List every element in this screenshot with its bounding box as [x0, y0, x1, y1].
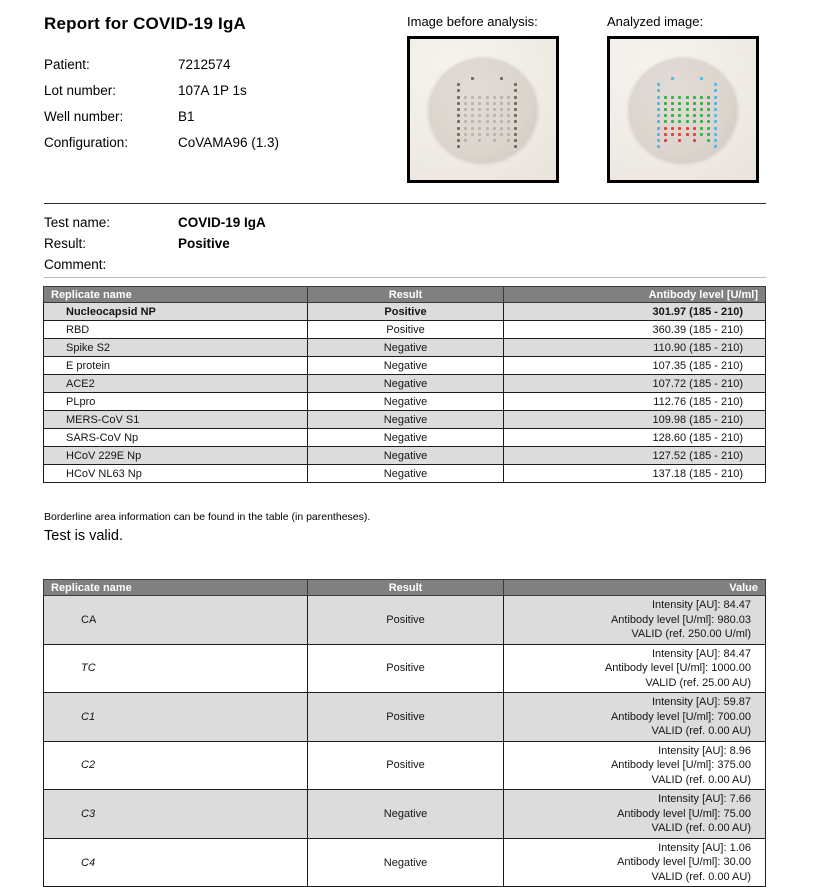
test-summary-value — [178, 257, 266, 278]
array-spot — [714, 133, 717, 136]
test-summary-row — [44, 215, 266, 236]
antibody-level: 109.98 (185 - 210) — [504, 411, 766, 429]
array-spot — [457, 145, 460, 148]
array-spot — [714, 102, 717, 105]
antibody-level: 128.60 (185 - 210) — [504, 429, 766, 447]
replicate-name: MERS-CoV S1 — [44, 411, 308, 429]
table-row — [44, 411, 766, 429]
array-spot — [657, 139, 660, 142]
metadata-row — [44, 109, 279, 135]
array-spot — [693, 114, 696, 117]
array-spot — [686, 96, 689, 99]
controls-table — [43, 579, 766, 887]
control-value — [504, 838, 766, 887]
array-spot — [457, 127, 460, 130]
replicate-result: Positive — [308, 303, 504, 321]
control-value — [504, 596, 766, 645]
array-spot — [464, 102, 467, 105]
metadata-row — [44, 57, 279, 83]
array-spot — [478, 120, 481, 123]
image-before-analysis-caption: Image before analysis: — [407, 14, 538, 29]
array-spot — [486, 114, 489, 117]
array-spot — [471, 120, 474, 123]
array-spot — [464, 133, 467, 136]
controls-header-result: Result — [308, 580, 504, 596]
array-spot — [514, 89, 517, 92]
replicate-result: Negative — [308, 339, 504, 357]
array-spot — [514, 114, 517, 117]
array-spot — [478, 108, 481, 111]
array-spot — [707, 114, 710, 117]
array-spot — [500, 96, 503, 99]
array-spot — [464, 127, 467, 130]
array-spot — [664, 139, 667, 142]
antibody-level: 301.97 (185 - 210) — [504, 303, 766, 321]
array-spot — [471, 102, 474, 105]
table-row — [44, 393, 766, 411]
array-spot — [707, 139, 710, 142]
array-spot — [514, 96, 517, 99]
antibody-level: 137.18 (185 - 210) — [504, 465, 766, 483]
array-spot — [700, 102, 703, 105]
array-spot — [678, 96, 681, 99]
analyzed-image-caption: Analyzed image: — [607, 14, 704, 29]
test-summary-row — [44, 236, 266, 257]
array-spot — [514, 83, 517, 86]
array-spot — [493, 120, 496, 123]
array-spot — [664, 127, 667, 130]
array-spot — [500, 102, 503, 105]
test-summary-row — [44, 257, 266, 278]
control-validity: VALID (ref. 0.00 AU) — [651, 822, 751, 835]
array-spot — [678, 133, 681, 136]
antibody-level: 107.72 (185 - 210) — [504, 375, 766, 393]
array-spot — [671, 96, 674, 99]
array-spot — [464, 108, 467, 111]
array-spot — [700, 96, 703, 99]
array-spot — [507, 133, 510, 136]
array-spot — [686, 102, 689, 105]
table-row — [44, 741, 766, 790]
control-name: TC — [44, 644, 308, 693]
array-spot — [514, 108, 517, 111]
well-disc-after — [629, 58, 737, 162]
array-spot — [457, 139, 460, 142]
control-validity: VALID (ref. 250.00 U/ml) — [631, 628, 751, 641]
array-spot — [657, 114, 660, 117]
array-spot — [693, 96, 696, 99]
array-spot — [493, 114, 496, 117]
array-spot — [671, 120, 674, 123]
replicate-name: SARS-CoV Np — [44, 429, 308, 447]
array-spot — [478, 102, 481, 105]
array-spot — [507, 127, 510, 130]
replicate-result: Negative — [308, 447, 504, 465]
antibody-level: 110.90 (185 - 210) — [504, 339, 766, 357]
array-spot — [700, 127, 703, 130]
array-spot — [686, 108, 689, 111]
control-intensity: Intensity [AU]: 8.96 — [658, 744, 751, 757]
divider-top — [44, 203, 766, 204]
array-spot — [664, 96, 667, 99]
array-spot — [686, 127, 689, 130]
replicate-name: PLpro — [44, 393, 308, 411]
metadata-value: B1 — [178, 109, 195, 124]
controls-table-header-row — [44, 580, 766, 596]
replicate-name: HCoV NL63 Np — [44, 465, 308, 483]
replicate-result: Negative — [308, 465, 504, 483]
array-spot — [464, 114, 467, 117]
array-spot — [707, 102, 710, 105]
array-spot — [671, 133, 674, 136]
control-value — [504, 644, 766, 693]
replicate-result: Negative — [308, 357, 504, 375]
results-table-header-row — [44, 287, 766, 303]
array-spot — [478, 127, 481, 130]
replicate-name: Nucleocapsid NP — [44, 303, 308, 321]
metadata-value: 107A 1P 1s — [178, 83, 247, 98]
control-validity: VALID (ref. 0.00 AU) — [651, 725, 751, 738]
patient-metadata — [44, 57, 279, 161]
validity-note: Test is valid. — [44, 528, 123, 544]
control-antibody-level: Antibody level [U/ml]: 75.00 — [617, 807, 751, 820]
array-spot — [500, 133, 503, 136]
array-spot — [657, 133, 660, 136]
array-spot — [514, 120, 517, 123]
replicate-name: RBD — [44, 321, 308, 339]
array-spot — [714, 145, 717, 148]
antibody-level: 360.39 (185 - 210) — [504, 321, 766, 339]
array-spot — [664, 120, 667, 123]
array-spot — [671, 77, 674, 80]
array-spot — [714, 120, 717, 123]
control-antibody-level: Antibody level [U/ml]: 375.00 — [610, 759, 751, 772]
control-name: CA — [44, 596, 308, 645]
control-intensity: Intensity [AU]: 7.66 — [658, 793, 751, 806]
array-spot — [686, 114, 689, 117]
array-spot — [514, 133, 517, 136]
table-row — [44, 357, 766, 375]
array-spot — [714, 83, 717, 86]
table-row — [44, 790, 766, 839]
replicate-result: Positive — [308, 321, 504, 339]
table-row — [44, 375, 766, 393]
array-spot — [686, 120, 689, 123]
array-spot — [700, 114, 703, 117]
replicate-name: Spike S2 — [44, 339, 308, 357]
array-spot — [707, 108, 710, 111]
array-spot — [657, 127, 660, 130]
array-spot — [457, 114, 460, 117]
test-summary-label: Comment: — [44, 257, 107, 272]
metadata-label: Configuration: — [44, 135, 129, 150]
controls-header-value: Value — [504, 580, 766, 596]
array-spot — [700, 77, 703, 80]
control-name: C4 — [44, 838, 308, 887]
array-spot — [507, 96, 510, 99]
array-spot — [507, 120, 510, 123]
results-header-result: Result — [308, 287, 504, 303]
array-spot — [507, 108, 510, 111]
control-antibody-level: Antibody level [U/ml]: 700.00 — [610, 710, 751, 723]
array-spot — [457, 133, 460, 136]
array-spot — [486, 108, 489, 111]
array-spot — [500, 77, 503, 80]
array-spot — [471, 77, 474, 80]
array-spot — [471, 127, 474, 130]
array-spot — [671, 127, 674, 130]
test-summary — [44, 215, 266, 278]
array-spot — [486, 120, 489, 123]
table-row — [44, 693, 766, 742]
analyzed-image-block — [607, 14, 759, 183]
control-result: Positive — [308, 596, 504, 645]
results-header-antibody-level: Antibody level [U/ml] — [504, 287, 766, 303]
results-table — [43, 286, 766, 483]
array-spot — [678, 102, 681, 105]
table-row — [44, 596, 766, 645]
array-spot — [486, 127, 489, 130]
control-value — [504, 790, 766, 839]
array-spot — [693, 127, 696, 130]
array-spot — [514, 102, 517, 105]
array-spot — [507, 114, 510, 117]
table-row — [44, 644, 766, 693]
control-antibody-level: Antibody level [U/ml]: 30.00 — [617, 856, 751, 869]
array-spot — [657, 145, 660, 148]
results-header-replicate-name: Replicate name — [44, 287, 308, 303]
array-spot — [657, 120, 660, 123]
control-intensity: Intensity [AU]: 84.47 — [651, 647, 751, 660]
array-spot — [664, 114, 667, 117]
controls-header-replicate-name: Replicate name — [44, 580, 308, 596]
control-validity: VALID (ref. 0.00 AU) — [651, 773, 751, 786]
array-spot — [514, 145, 517, 148]
antibody-level: 112.76 (185 - 210) — [504, 393, 766, 411]
replicate-name: E protein — [44, 357, 308, 375]
table-row — [44, 447, 766, 465]
control-validity: VALID (ref. 0.00 AU) — [651, 870, 751, 883]
array-spot — [707, 133, 710, 136]
array-spot — [493, 102, 496, 105]
array-spot — [471, 114, 474, 117]
array-spot — [707, 127, 710, 130]
table-row — [44, 838, 766, 887]
replicate-name: ACE2 — [44, 375, 308, 393]
control-value — [504, 693, 766, 742]
array-spot — [464, 96, 467, 99]
control-intensity: Intensity [AU]: 84.47 — [651, 599, 751, 611]
well-image-analyzed — [607, 36, 759, 183]
array-spot — [486, 102, 489, 105]
table-row — [44, 339, 766, 357]
control-result: Positive — [308, 644, 504, 693]
array-spot — [693, 139, 696, 142]
test-summary-value: COVID-19 IgA — [178, 215, 266, 230]
control-result: Positive — [308, 741, 504, 790]
well-disc-before — [429, 58, 537, 162]
array-spot — [507, 139, 510, 142]
array-spot — [457, 83, 460, 86]
array-spot — [471, 108, 474, 111]
array-spot — [657, 96, 660, 99]
array-spot — [457, 108, 460, 111]
table-row — [44, 303, 766, 321]
array-spot — [714, 139, 717, 142]
array-spot — [671, 102, 674, 105]
array-spot — [700, 133, 703, 136]
table-row — [44, 321, 766, 339]
array-spot — [478, 96, 481, 99]
array-spot — [457, 120, 460, 123]
control-name: C1 — [44, 693, 308, 742]
control-result: Negative — [308, 790, 504, 839]
array-spot — [500, 127, 503, 130]
borderline-note: Borderline area information can be found in the table (in parentheses). — [44, 511, 371, 523]
array-spot — [664, 102, 667, 105]
array-spot — [657, 102, 660, 105]
control-antibody-level: Antibody level [U/ml]: 1000.00 — [604, 662, 751, 675]
metadata-label: Patient: — [44, 57, 90, 72]
array-spot — [693, 108, 696, 111]
array-spot — [500, 108, 503, 111]
replicate-result: Negative — [308, 375, 504, 393]
array-spot — [678, 108, 681, 111]
array-spot — [471, 96, 474, 99]
metadata-row — [44, 83, 279, 109]
metadata-value: 7212574 — [178, 57, 231, 72]
array-spot — [486, 133, 489, 136]
array-spot — [500, 114, 503, 117]
control-result: Positive — [308, 693, 504, 742]
array-spot — [457, 89, 460, 92]
array-spot — [493, 133, 496, 136]
array-spot — [707, 120, 710, 123]
array-spot — [671, 114, 674, 117]
array-spot — [714, 114, 717, 117]
array-spot — [464, 139, 467, 142]
array-spot — [493, 127, 496, 130]
test-summary-label: Test name: — [44, 215, 111, 230]
metadata-label: Well number: — [44, 109, 124, 124]
array-spot — [678, 114, 681, 117]
array-spot — [493, 139, 496, 142]
antibody-level: 127.52 (185 - 210) — [504, 447, 766, 465]
table-row — [44, 465, 766, 483]
array-spot — [657, 108, 660, 111]
page-title: Report for COVID-19 IgA — [44, 14, 247, 33]
array-spot — [693, 102, 696, 105]
array-spot — [478, 114, 481, 117]
table-row — [44, 429, 766, 447]
control-validity: VALID (ref. 25.00 AU) — [645, 676, 751, 689]
array-spot — [457, 102, 460, 105]
array-spot — [671, 108, 674, 111]
array-spot — [514, 127, 517, 130]
test-summary-label: Result: — [44, 236, 87, 251]
array-spot — [657, 89, 660, 92]
replicate-result: Negative — [308, 429, 504, 447]
array-spot — [464, 120, 467, 123]
control-name: C3 — [44, 790, 308, 839]
control-intensity: Intensity [AU]: 59.87 — [651, 696, 751, 709]
array-spot — [457, 96, 460, 99]
well-image-before — [407, 36, 559, 183]
array-spot — [678, 139, 681, 142]
array-spot — [693, 120, 696, 123]
control-name: C2 — [44, 741, 308, 790]
array-spot — [707, 96, 710, 99]
control-antibody-level: Antibody level [U/ml]: 980.03 — [610, 613, 751, 626]
control-result: Negative — [308, 838, 504, 887]
metadata-label: Lot number: — [44, 83, 117, 98]
array-spot — [686, 133, 689, 136]
array-spot — [493, 96, 496, 99]
replicate-result: Negative — [308, 393, 504, 411]
control-value — [504, 741, 766, 790]
array-spot — [664, 108, 667, 111]
test-summary-value: Positive — [178, 236, 230, 251]
array-spot — [486, 96, 489, 99]
antibody-level: 107.35 (185 - 210) — [504, 357, 766, 375]
metadata-value: CoVAMA96 (1.3) — [178, 135, 280, 150]
array-spot — [664, 133, 667, 136]
array-spot — [471, 133, 474, 136]
replicate-name: HCoV 229E Np — [44, 447, 308, 465]
divider-below-comment — [44, 277, 766, 278]
array-spot — [500, 120, 503, 123]
metadata-row — [44, 135, 279, 161]
array-spot — [678, 120, 681, 123]
array-spot — [507, 102, 510, 105]
array-spot — [493, 108, 496, 111]
control-intensity: Intensity [AU]: 1.06 — [658, 841, 751, 854]
array-spot — [714, 89, 717, 92]
image-before-analysis-block — [407, 14, 559, 183]
array-spot — [478, 133, 481, 136]
array-spot — [478, 139, 481, 142]
array-spot — [714, 96, 717, 99]
array-spot — [714, 127, 717, 130]
array-spot — [657, 83, 660, 86]
array-spot — [700, 120, 703, 123]
array-spot — [714, 108, 717, 111]
array-spot — [700, 108, 703, 111]
array-spot — [514, 139, 517, 142]
array-spot — [678, 127, 681, 130]
array-spot — [693, 133, 696, 136]
replicate-result: Negative — [308, 411, 504, 429]
